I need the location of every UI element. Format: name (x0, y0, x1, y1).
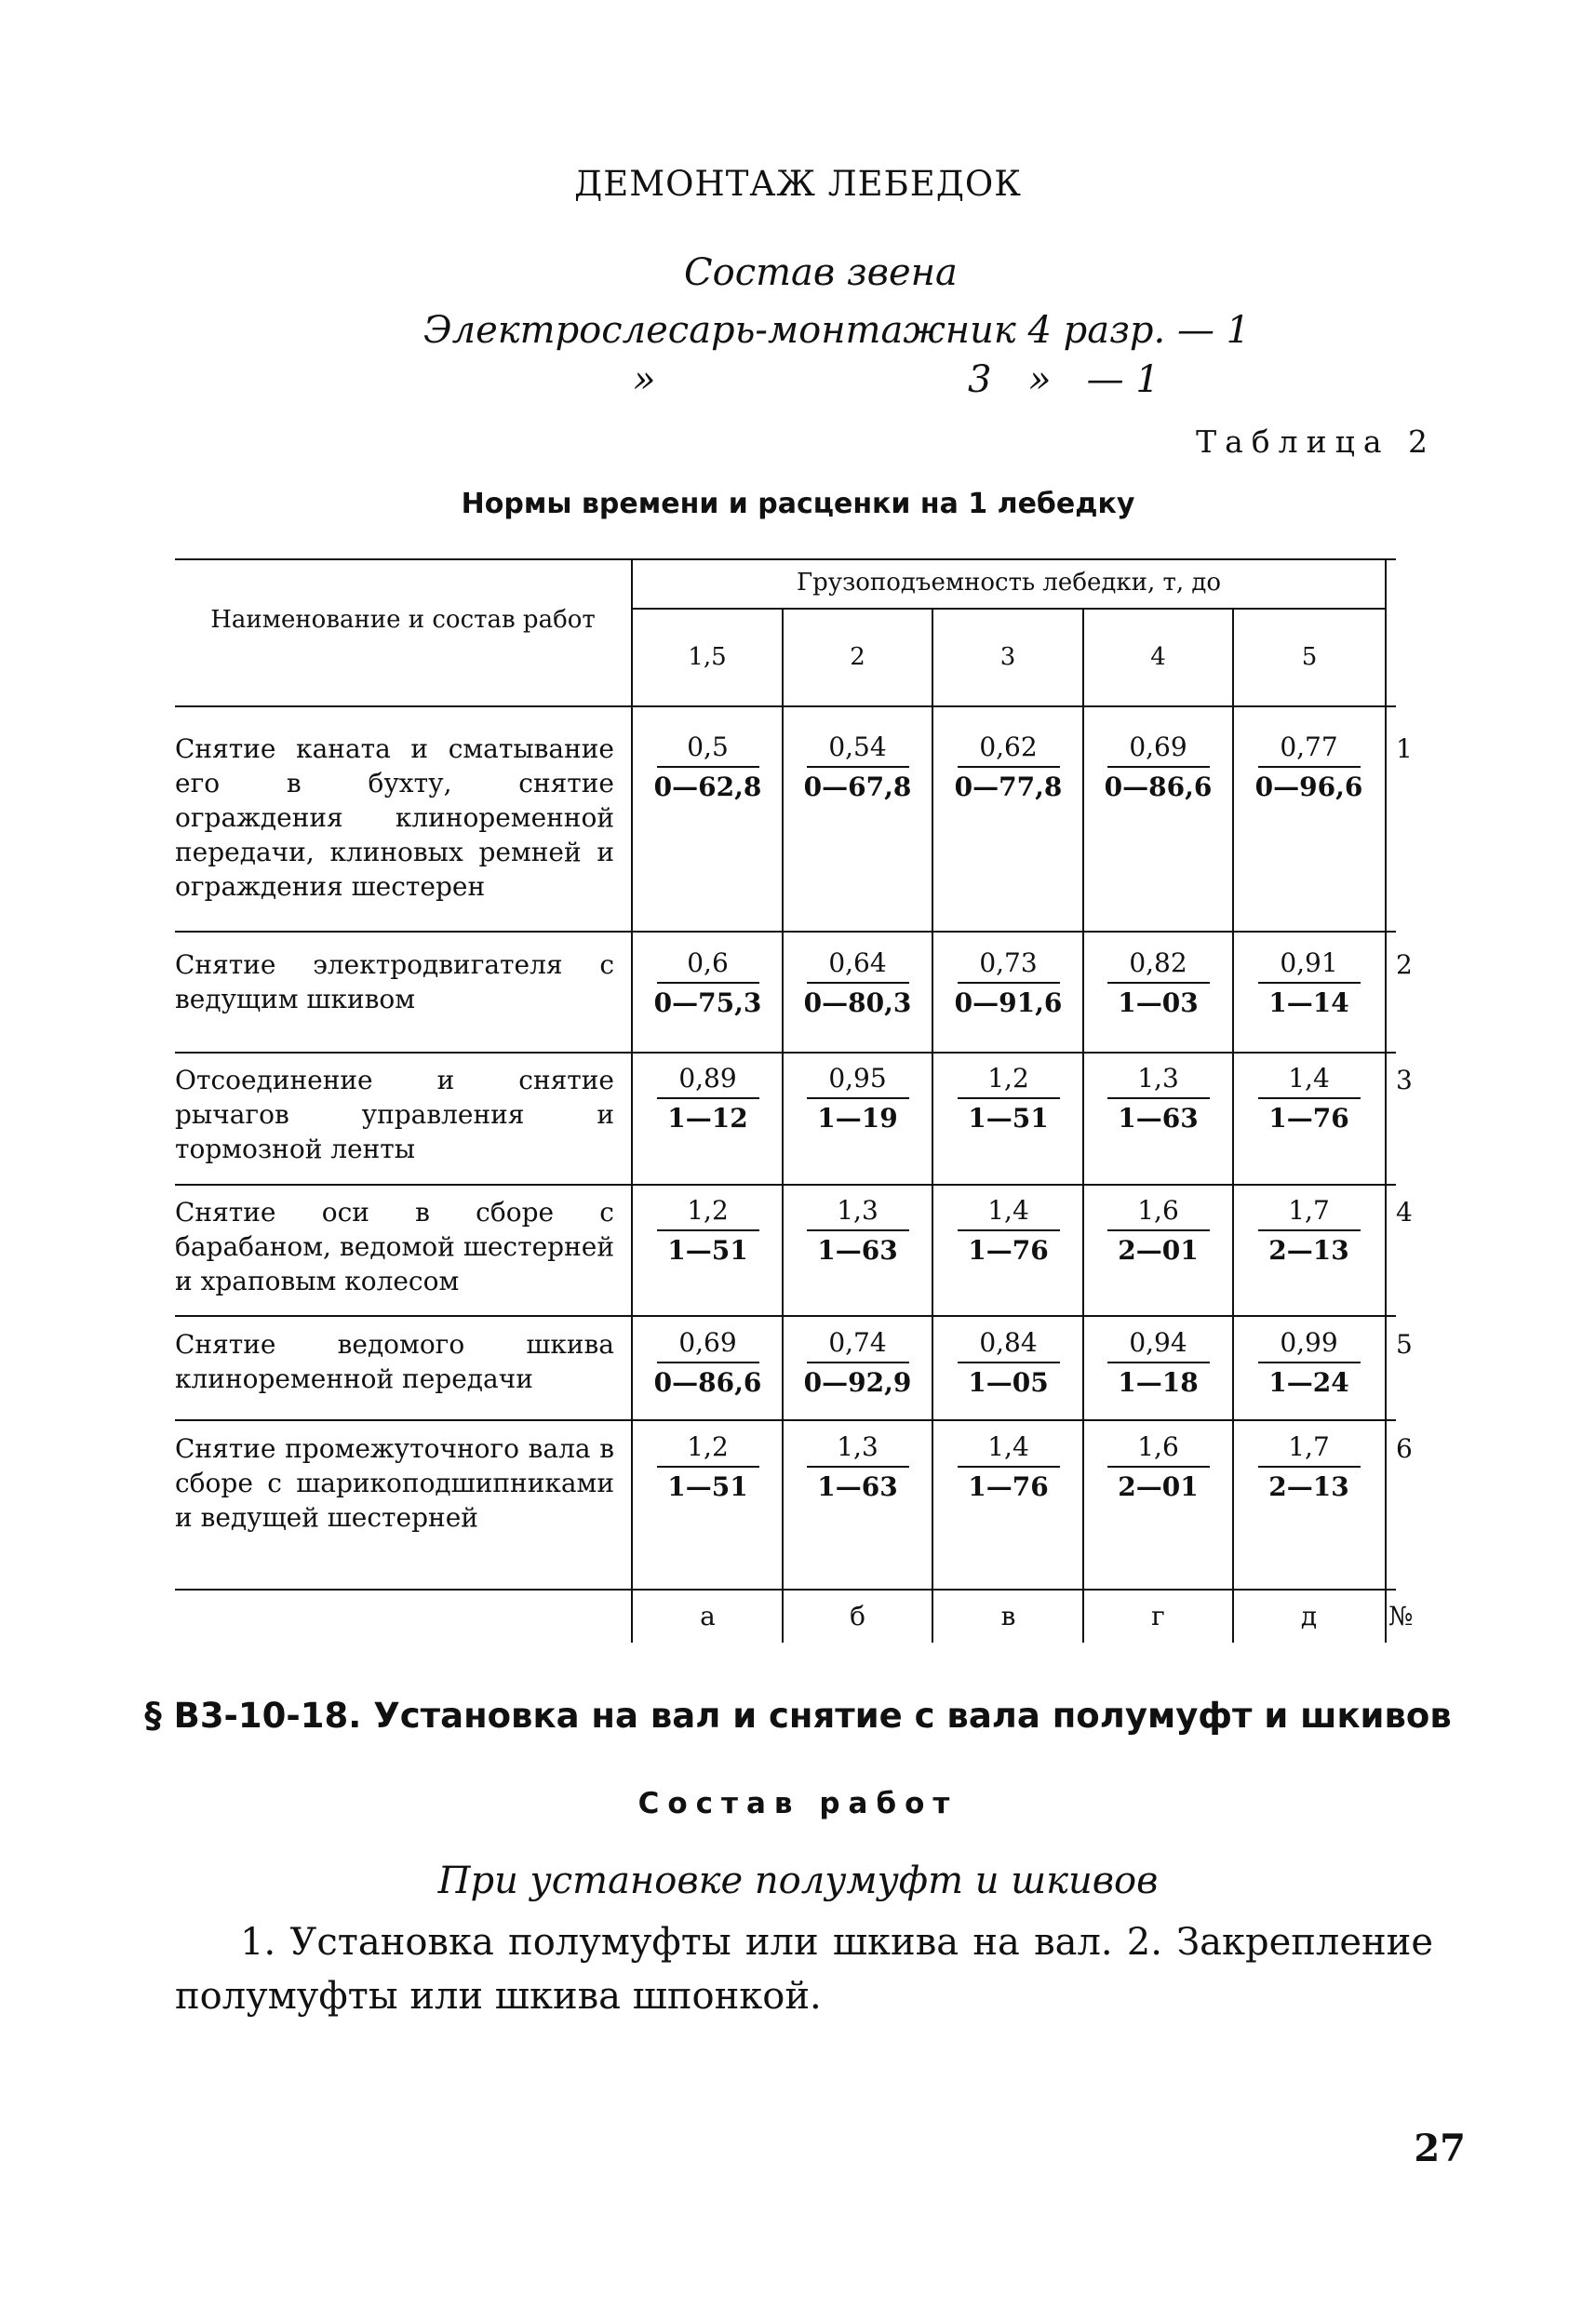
fraction-bar (958, 982, 1060, 984)
work-row-5: Снятие ведомого шкива клиноременной передачи (175, 1329, 614, 1394)
fraction-bar (807, 1362, 909, 1363)
row-rule-5 (175, 1419, 1396, 1421)
rate: 1—05 (968, 1367, 1049, 1398)
value-row-6-a (631, 1431, 785, 1503)
fraction-bar (657, 1466, 759, 1468)
fraction-bar (807, 1466, 909, 1468)
column-label-b: б (850, 1601, 865, 1631)
value-row-6-e (1232, 1431, 1386, 1503)
table-caption: Нормы времени и расценки на 1 лебедку (461, 488, 1135, 520)
row-number-4: 4 (1396, 1197, 1413, 1228)
paragraph-title: § В3-10-18. Установка на вал и снятие с вала полумуфт и шкивов (144, 1696, 1452, 1736)
value-row-3-d (1081, 1063, 1235, 1134)
norm-time: 1,3 (1137, 1063, 1179, 1094)
capacity-header: Грузоподъемность лебедки, т, до (796, 569, 1222, 597)
norm-time: 0,54 (828, 732, 887, 762)
fraction-bar (1258, 766, 1361, 768)
value-row-5-d (1081, 1327, 1235, 1399)
rate: 2—13 (1268, 1471, 1349, 1502)
norm-time: 1,3 (837, 1431, 878, 1462)
fraction-bar (1258, 1466, 1361, 1468)
fraction-bar (1258, 1229, 1361, 1231)
norm-time: 0,82 (1129, 947, 1187, 978)
row-number-6: 6 (1396, 1433, 1413, 1464)
rate: 1—51 (968, 1103, 1049, 1134)
fraction-bar (807, 982, 909, 984)
work-row-1: Снятие каната и сматывание его в бухту, снятие ограждения клиноременной передачи, клиновых ремней и ограждения шестерен (175, 733, 614, 902)
work-row-6: Снятие промежуточного вала в сборе с шарикоподшипниками и ведущей шестерней (175, 1433, 614, 1533)
fraction-bar (657, 1362, 759, 1363)
norm-time: 1,2 (987, 1063, 1029, 1094)
norm-time: 1,2 (687, 1431, 729, 1462)
install-heading: При установке полумуфт и шкивов (437, 1859, 1159, 1902)
row-number-3: 3 (1396, 1065, 1413, 1095)
fraction-bar (1258, 982, 1361, 984)
row-rule-2 (175, 1052, 1396, 1054)
rate: 0—86,6 (653, 1367, 762, 1398)
rate: 1—51 (667, 1471, 748, 1502)
norm-time: 0,64 (828, 947, 887, 978)
row-rule-1 (175, 931, 1396, 933)
value-row-1-b (781, 732, 934, 803)
norm-time: 0,5 (687, 732, 729, 762)
name-header: Наименование и состав работ (210, 606, 596, 634)
rate: 1—03 (1118, 987, 1199, 1018)
value-row-3-a (631, 1063, 785, 1134)
page-number: 27 (1414, 2127, 1466, 2170)
rate: 2—13 (1268, 1235, 1349, 1266)
value-row-4-e (1232, 1195, 1386, 1267)
fraction-bar (1107, 982, 1210, 984)
row-number-5: 5 (1396, 1329, 1413, 1360)
crew-line-1: Электрослесарь-монтажник 4 разр. — 1 (423, 309, 1251, 352)
value-row-5-b (781, 1327, 934, 1399)
work-row-4: Снятие оси в сборе с барабаном, ведомой шестерней и храповым колесом (175, 1197, 614, 1296)
fraction-bar (657, 766, 759, 768)
rate: 0—80,3 (803, 987, 912, 1018)
fraction-bar (958, 1097, 1060, 1099)
value-row-2-d (1081, 947, 1235, 1019)
value-row-4-b (781, 1195, 934, 1267)
rate: 1—63 (817, 1471, 898, 1502)
work-row-3: Отсоединение и снятие рычагов управления и тормозной ленты (175, 1065, 614, 1164)
capacity-2: 2 (850, 643, 865, 671)
table-bottom-rule (175, 1589, 1396, 1591)
fraction-bar (657, 1229, 759, 1231)
capacity-3: 3 (999, 643, 1016, 671)
value-row-3-b (781, 1063, 934, 1134)
crew-line-2-tail: » — 1 (1028, 358, 1160, 401)
fraction-bar (1258, 1362, 1361, 1363)
rate: 1—18 (1118, 1367, 1199, 1398)
norm-time: 0,73 (979, 947, 1038, 978)
value-row-5-c (932, 1327, 1085, 1399)
crew-line-2-ditto: » (633, 358, 656, 401)
norm-time: 1,6 (1137, 1431, 1179, 1462)
table-label: Таблица 2 (1196, 423, 1436, 460)
rate: 2—01 (1118, 1235, 1199, 1266)
rate: 0—96,6 (1254, 772, 1363, 802)
row-rule-3 (175, 1184, 1396, 1186)
norm-time: 0,84 (979, 1327, 1038, 1358)
rate: 0—92,9 (803, 1367, 912, 1398)
rate: 1—51 (667, 1235, 748, 1266)
rate: 1—63 (817, 1235, 898, 1266)
fraction-bar (1107, 1229, 1210, 1231)
fraction-bar (958, 766, 1060, 768)
value-row-2-c (932, 947, 1085, 1019)
fraction-bar (958, 1362, 1060, 1363)
norm-time: 1,3 (837, 1195, 878, 1226)
value-row-6-b (781, 1431, 934, 1503)
rate: 1—76 (968, 1471, 1049, 1502)
value-row-1-e (1232, 732, 1386, 803)
fraction-bar (1107, 1362, 1210, 1363)
rate: 1—19 (817, 1103, 898, 1134)
value-row-4-c (932, 1195, 1085, 1267)
value-row-4-a (631, 1195, 785, 1267)
norm-time: 1,6 (1137, 1195, 1179, 1226)
rate: 0—75,3 (653, 987, 762, 1018)
value-row-6-c (932, 1431, 1085, 1503)
norm-time: 0,99 (1280, 1327, 1338, 1358)
row-rule-4 (175, 1315, 1396, 1317)
value-row-5-a (631, 1327, 785, 1399)
column-label-e: д (1300, 1601, 1318, 1631)
value-row-3-e (1232, 1063, 1386, 1134)
table-top-rule (175, 558, 1396, 560)
fraction-bar (657, 982, 759, 984)
norm-time: 1,7 (1288, 1431, 1330, 1462)
fraction-bar (807, 766, 909, 768)
rate: 0—67,8 (803, 772, 912, 802)
section-title: ДЕМОНТАЖ ЛЕБЕДОК (574, 164, 1022, 204)
norm-time: 1,4 (987, 1195, 1029, 1226)
install-steps-text: 1. Установка полумуфты или шкива на вал. 2. Закрепление полумуфты или шкива шпонкой. (175, 1921, 1433, 2018)
fraction-bar (958, 1229, 1060, 1231)
fraction-bar (1107, 1466, 1210, 1468)
work-row-2: Снятие электродвигателя с ведущим шкивом (175, 949, 614, 1014)
fraction-bar (1107, 766, 1210, 768)
rate: 0—91,6 (954, 987, 1063, 1018)
rate: 0—62,8 (653, 772, 762, 802)
column-label-d: г (1151, 1601, 1165, 1631)
capacity-1-5: 1,5 (688, 643, 727, 671)
norm-time: 0,6 (687, 947, 729, 978)
norm-time: 1,4 (987, 1431, 1029, 1462)
norm-time: 0,91 (1280, 947, 1338, 978)
capacity-4: 4 (1150, 643, 1166, 671)
rate: 1—76 (1268, 1103, 1349, 1134)
work-composition-heading: Состав работ (637, 1787, 959, 1820)
value-row-3-c (932, 1063, 1085, 1134)
fraction-bar (1258, 1097, 1361, 1099)
capacity-header-rule (633, 608, 1387, 610)
rate: 1—24 (1268, 1367, 1349, 1398)
rate: 1—76 (968, 1235, 1049, 1266)
norm-time: 0,69 (1129, 732, 1187, 762)
rate: 1—63 (1118, 1103, 1199, 1134)
fraction-bar (807, 1229, 909, 1231)
row-number-2: 2 (1396, 949, 1413, 980)
norm-time: 0,94 (1129, 1327, 1187, 1358)
value-row-2-e (1232, 947, 1386, 1019)
norm-time: 0,74 (828, 1327, 887, 1358)
rate: 0—77,8 (954, 772, 1063, 802)
capacity-5: 5 (1301, 643, 1318, 671)
value-row-1-a (631, 732, 785, 803)
norms-table (175, 558, 1414, 1643)
crew-line-2-grade: 3 (968, 358, 992, 401)
header-bottom-rule (175, 705, 1396, 707)
norm-time: 1,2 (687, 1195, 729, 1226)
value-row-5-e (1232, 1327, 1386, 1399)
norm-time: 0,77 (1280, 732, 1338, 762)
fraction-bar (657, 1097, 759, 1099)
rate: 1—12 (667, 1103, 748, 1134)
fraction-bar (958, 1466, 1060, 1468)
value-row-1-c (932, 732, 1085, 803)
crew-heading: Состав звена (684, 251, 958, 294)
value-row-1-d (1081, 732, 1235, 803)
fraction-bar (1107, 1097, 1210, 1099)
norm-time: 0,89 (678, 1063, 737, 1094)
norm-time: 1,7 (1288, 1195, 1330, 1226)
norm-time: 0,95 (828, 1063, 887, 1094)
value-row-4-d (1081, 1195, 1235, 1267)
rate: 0—86,6 (1104, 772, 1213, 802)
row-number-1: 1 (1396, 733, 1413, 764)
rate: 1—14 (1268, 987, 1349, 1018)
fraction-bar (807, 1097, 909, 1099)
column-label-c: в (1000, 1601, 1016, 1631)
column-label-a: а (700, 1601, 716, 1631)
norm-time: 0,69 (678, 1327, 737, 1358)
number-column-label: № (1388, 1601, 1414, 1631)
norm-time: 0,62 (979, 732, 1038, 762)
rate: 2—01 (1118, 1471, 1199, 1502)
norm-time: 1,4 (1288, 1063, 1330, 1094)
value-row-2-a (631, 947, 785, 1019)
value-row-6-d (1081, 1431, 1235, 1503)
value-row-2-b (781, 947, 934, 1019)
